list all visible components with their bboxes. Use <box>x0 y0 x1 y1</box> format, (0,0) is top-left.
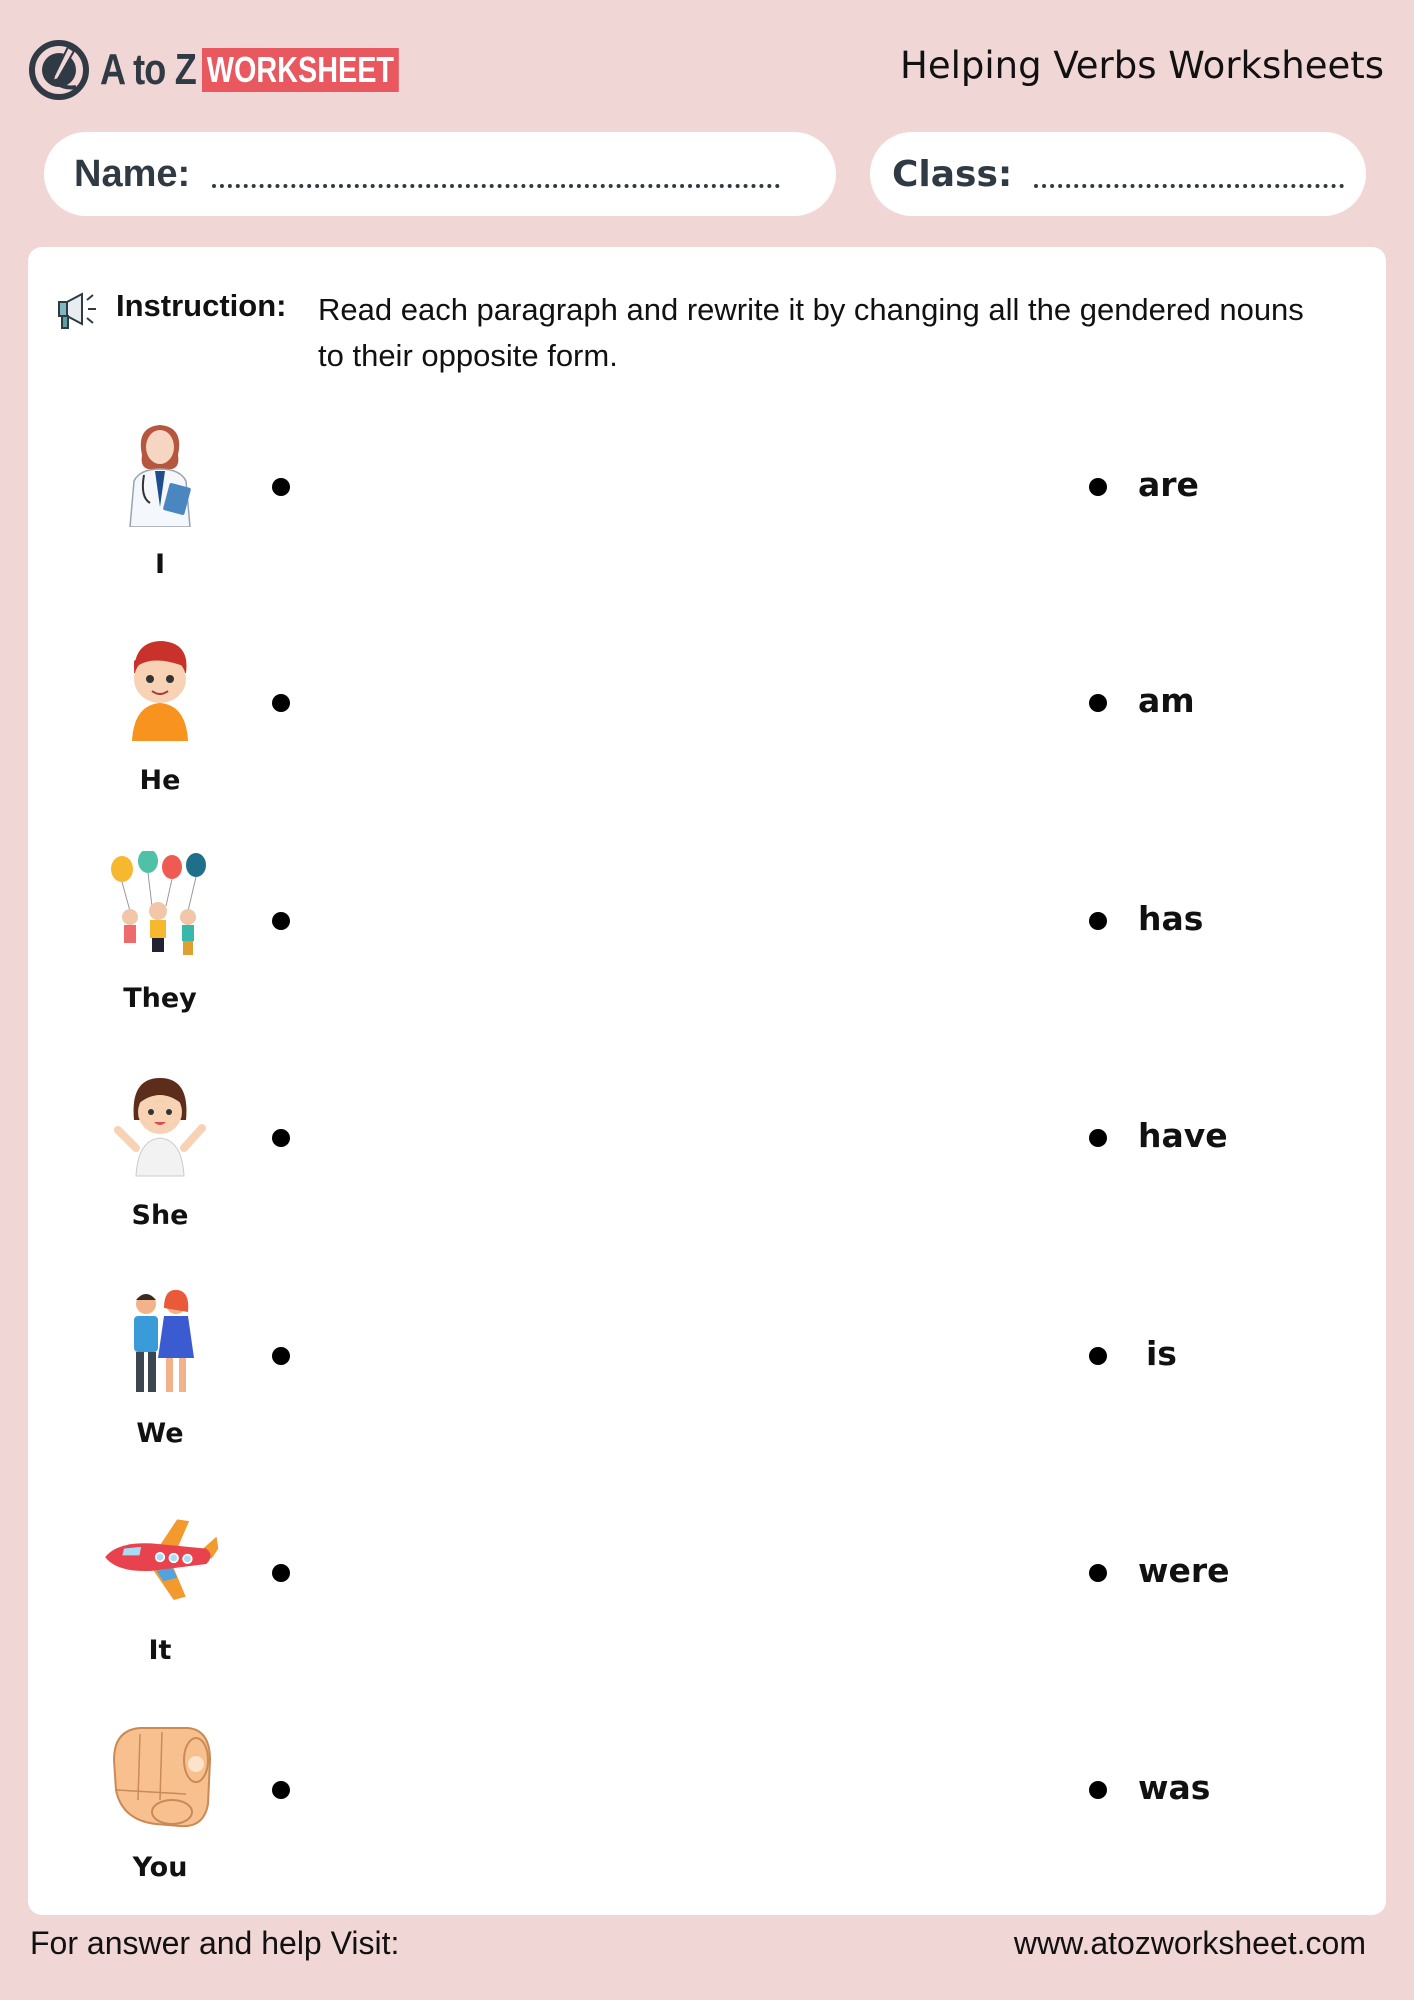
right-match-dot[interactable] <box>1089 1129 1107 1147</box>
woman-doctor-icon <box>100 417 220 527</box>
right-match-dot[interactable] <box>1089 1347 1107 1365</box>
subject-label: You <box>132 1852 188 1883</box>
verb-label: is <box>1146 1334 1177 1373</box>
verb-label: was <box>1138 1768 1211 1807</box>
left-match-dot[interactable] <box>272 1347 290 1365</box>
class-dotted-line[interactable] <box>1034 184 1344 188</box>
right-match-dot[interactable] <box>1089 1564 1107 1582</box>
subject-label: He <box>139 765 181 796</box>
class-label: Class: <box>892 153 1013 195</box>
verb-label: am <box>1138 681 1195 720</box>
name-field[interactable] <box>44 132 836 216</box>
name-label: Name: <box>74 152 191 195</box>
footer-help-text: For answer and help Visit: <box>30 1925 400 1961</box>
subject-label: She <box>131 1200 189 1231</box>
right-match-dot[interactable] <box>1089 478 1107 496</box>
brand-logo <box>28 38 448 102</box>
name-dotted-line[interactable] <box>212 184 780 188</box>
couple-icon <box>100 1286 220 1396</box>
left-match-dot[interactable] <box>272 1781 290 1799</box>
logo-text-worksheet: WORKSHEET <box>202 48 399 92</box>
left-match-dot[interactable] <box>272 912 290 930</box>
subject-label: We <box>136 1418 184 1449</box>
class-field[interactable] <box>870 132 1366 216</box>
megaphone-icon <box>56 290 100 330</box>
right-match-dot[interactable] <box>1089 1781 1107 1799</box>
left-match-dot[interactable] <box>272 478 290 496</box>
subject-label: It <box>148 1635 172 1666</box>
logo-text-atoz: A to Z <box>100 45 196 94</box>
verb-label: have <box>1138 1116 1228 1155</box>
left-match-dot[interactable] <box>272 1564 290 1582</box>
subject-label: They <box>123 983 197 1014</box>
instruction-text: Read each paragraph and rewrite it by changing all the gendered nouns to their opposite form. <box>318 292 1304 373</box>
verb-label: are <box>1138 465 1199 504</box>
right-match-dot[interactable] <box>1089 694 1107 712</box>
left-match-dot[interactable] <box>272 694 290 712</box>
right-match-dot[interactable] <box>1089 912 1107 930</box>
footer-website-link[interactable]: www.atozworksheet.com <box>1013 1925 1366 1961</box>
girl-waving-icon <box>100 1068 220 1178</box>
pen-nib-logo-icon <box>28 39 90 101</box>
kids-with-balloons-icon <box>100 851 220 961</box>
verb-label: were <box>1138 1551 1230 1590</box>
airplane-icon <box>100 1503 220 1613</box>
boy-icon <box>100 633 220 743</box>
left-match-dot[interactable] <box>272 1129 290 1147</box>
instruction-label: Instruction: <box>116 288 287 323</box>
subject-label: I <box>154 549 166 580</box>
verb-label: has <box>1138 899 1204 938</box>
pointing-hand-icon <box>100 1720 220 1830</box>
page-title: Helping Verbs Worksheets <box>900 44 1384 87</box>
